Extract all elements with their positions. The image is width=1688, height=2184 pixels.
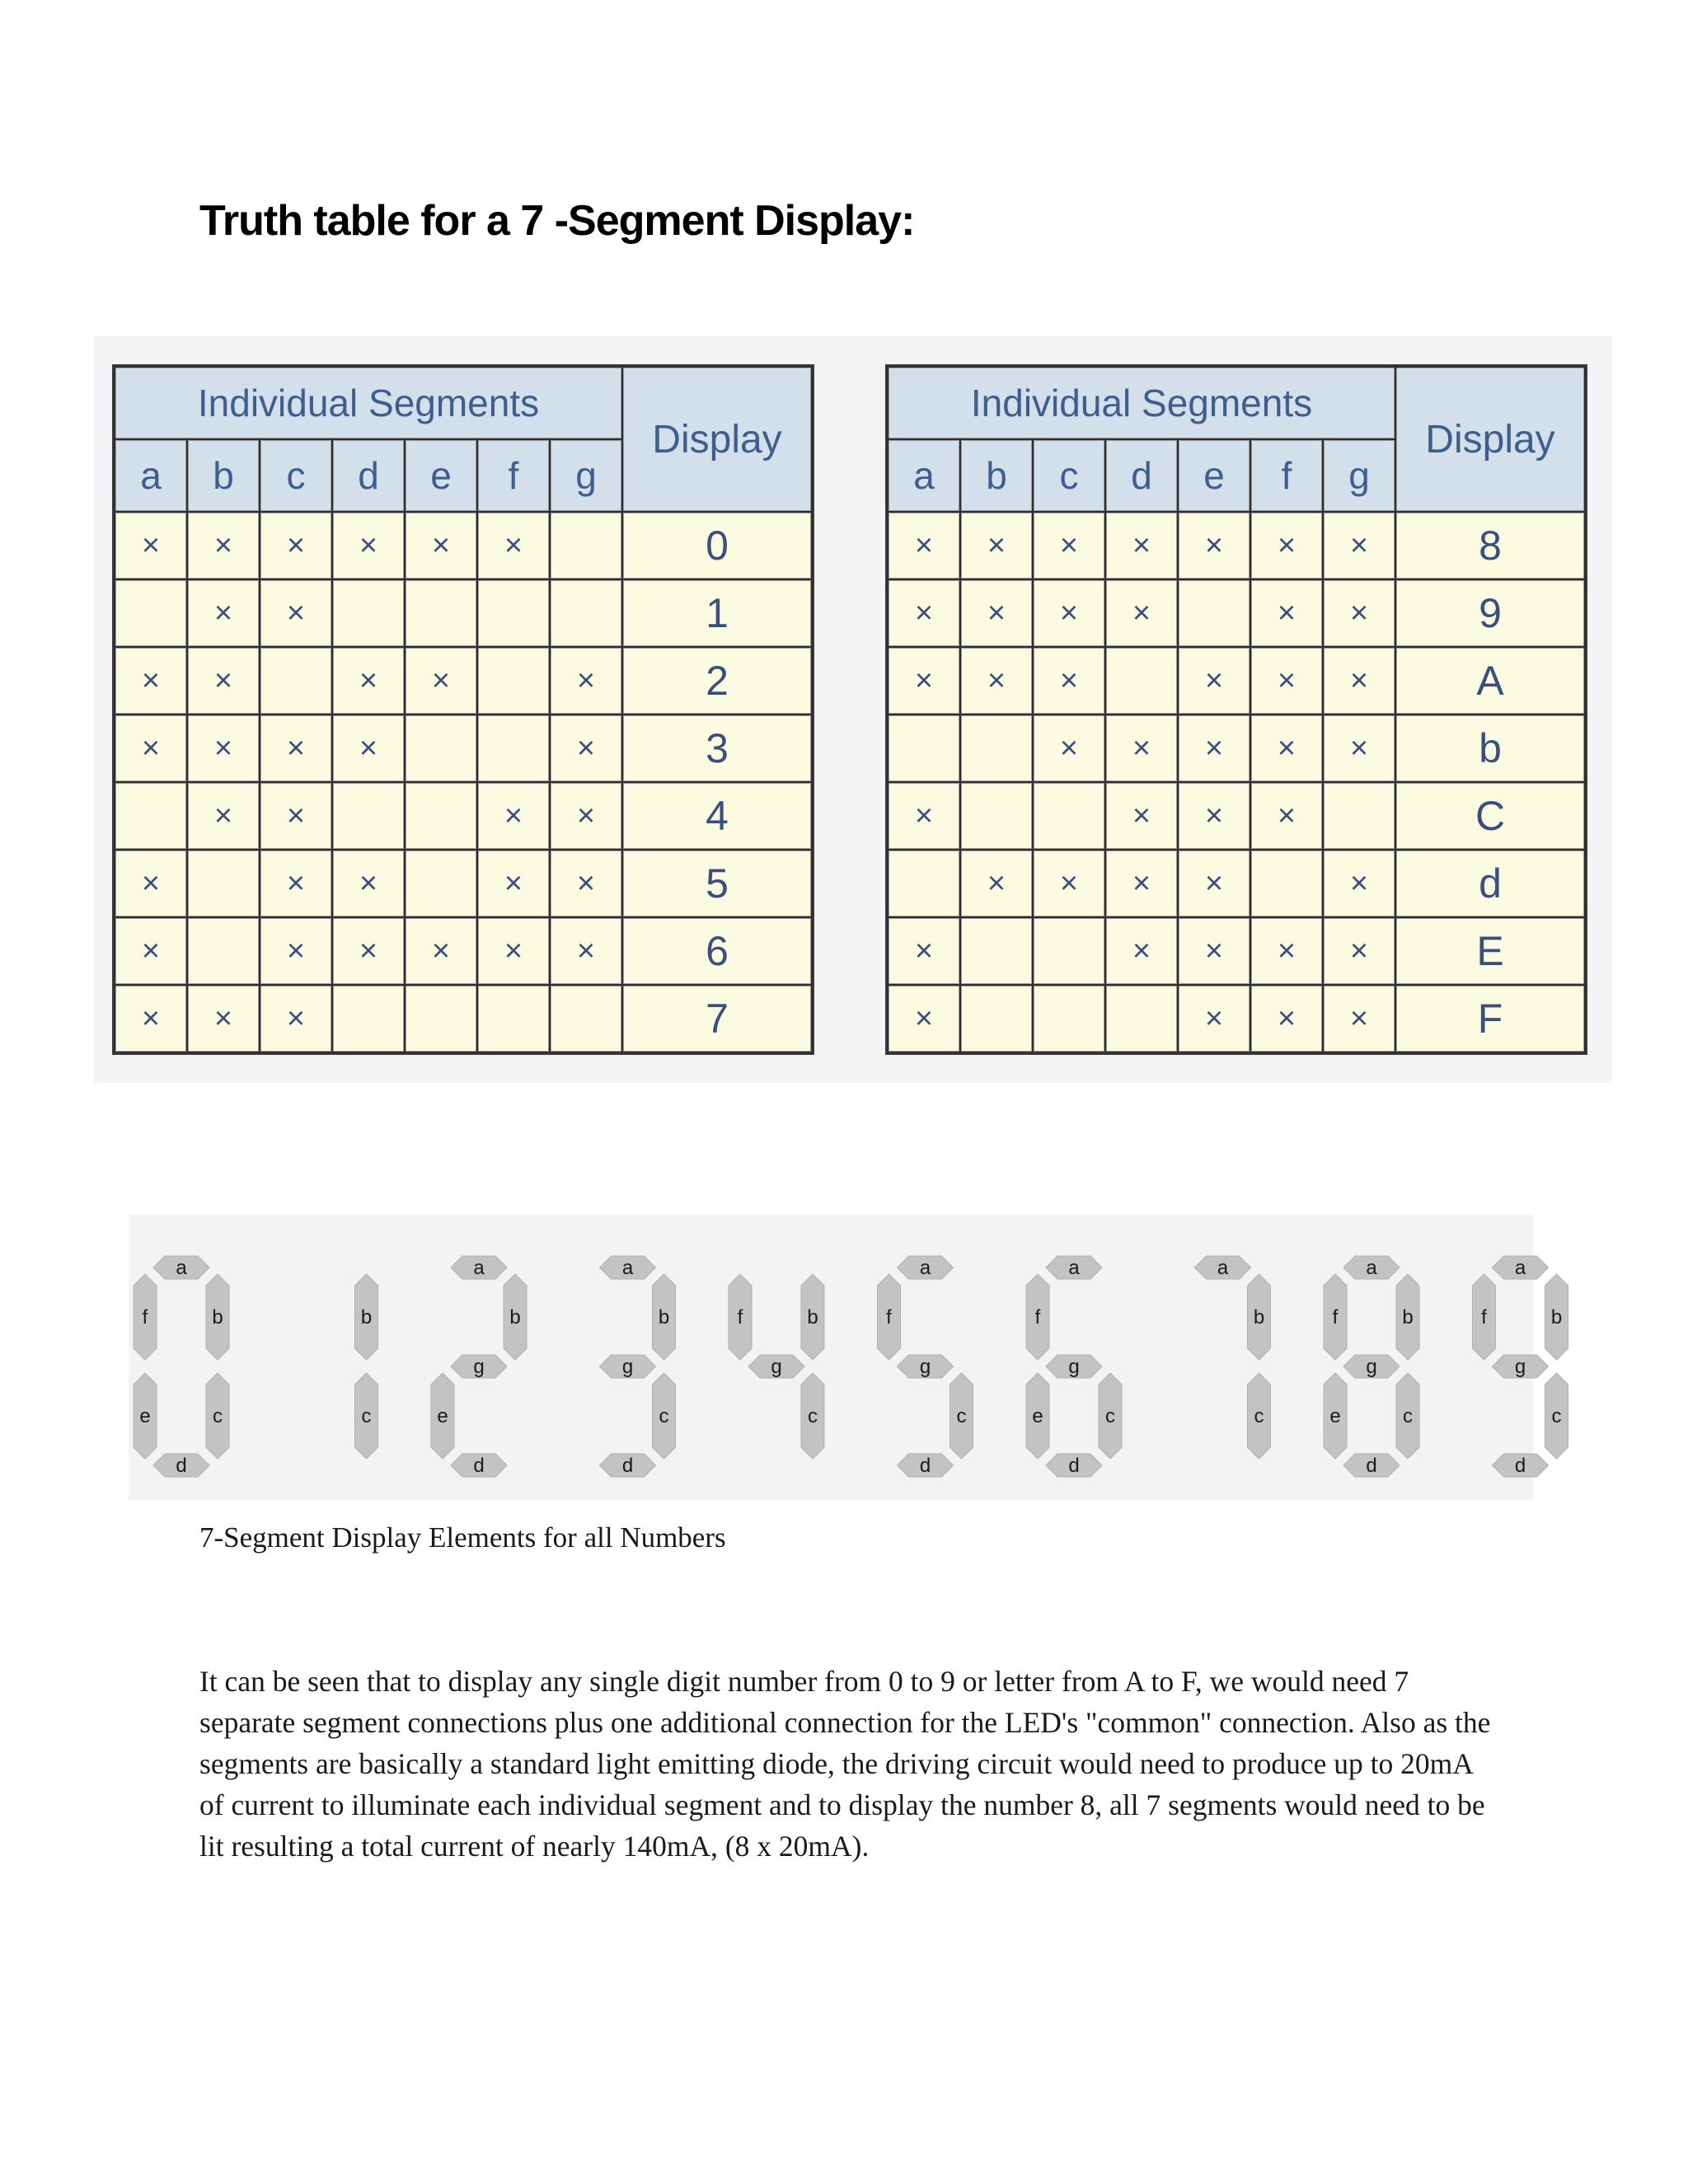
segment-label-b: b	[360, 1306, 373, 1329]
segment-cell-c: ×	[1034, 851, 1104, 916]
segment-header-c: c	[1034, 440, 1104, 511]
segment-header-a: a	[889, 440, 959, 511]
segment-cell-b: ×	[188, 715, 259, 781]
segment-cell-g: ×	[551, 783, 621, 849]
segment-cell-e: ×	[406, 513, 476, 579]
segment-cell-f: ×	[1251, 513, 1322, 579]
segment-cell-g: ×	[551, 851, 621, 916]
segment-cell-a: ×	[115, 986, 186, 1052]
table-row	[889, 986, 1584, 1052]
seven-segment-digit-1	[355, 1274, 378, 1459]
display-value: 2	[623, 648, 811, 714]
seven-segment-digit-0	[134, 1256, 229, 1477]
segment-label-e: e	[139, 1405, 151, 1427]
segment-cell-c	[1034, 986, 1104, 1052]
segment-label-d: d	[919, 1455, 931, 1477]
table-row	[889, 851, 1584, 916]
table-row	[115, 513, 811, 579]
display-value: b	[1396, 715, 1584, 781]
segment-label-d: d	[1514, 1455, 1526, 1477]
segment-label-a: a	[1514, 1257, 1526, 1279]
segment-cell-c: ×	[260, 986, 331, 1052]
seven-segment-digit-7	[1195, 1256, 1271, 1459]
segment-label-a: a	[621, 1257, 634, 1279]
segment-cell-c: ×	[260, 580, 331, 646]
seven-segment-digit-5	[878, 1256, 973, 1477]
segment-cell-d: ×	[333, 715, 404, 781]
segment-label-c: c	[213, 1405, 223, 1427]
segment-cell-c: ×	[260, 715, 331, 781]
segment-cell-a: ×	[115, 851, 186, 916]
display-value: 1	[623, 580, 811, 646]
page-title: Truth table for a 7 -Segment Display:	[199, 197, 915, 245]
segment-cell-a	[115, 783, 186, 849]
segment-cell-f: ×	[1251, 648, 1322, 714]
segment-cell-f: ×	[478, 783, 549, 849]
segment-header-e: e	[1179, 440, 1250, 511]
display-value: d	[1396, 851, 1584, 916]
segment-cell-g: ×	[551, 715, 621, 781]
segment-cell-c: ×	[1034, 513, 1104, 579]
segment-cell-b	[961, 783, 1032, 849]
segment-label-b: b	[658, 1306, 670, 1329]
body-paragraph: It can be seen that to display any single digit number from 0 to 9 or letter from A to F, we would need 7 separate segment connections plus one additional connection for the LED's "common" connection. Also as the segments are basically a standard light emitting diode, the driving circuit would need to produce up to 20mA of current to illuminate each individual segment and to display the number 8, all 7 segments would need to be lit resulting a total current of nearly 140mA, (8 x 20mA).	[199, 1665, 1491, 1863]
segment-cell-d: ×	[1106, 851, 1177, 916]
table-row	[889, 513, 1584, 579]
segment-cell-e: ×	[1179, 648, 1250, 714]
segment-label-d: d	[176, 1455, 187, 1477]
segment-cell-a: ×	[889, 986, 959, 1052]
segment-label-d: d	[621, 1455, 634, 1477]
segment-header-g: g	[551, 440, 621, 511]
segment-cell-b	[961, 986, 1032, 1052]
segment-cell-g: ×	[1324, 918, 1395, 984]
display-value: E	[1396, 918, 1584, 984]
segment-cell-g	[551, 580, 621, 646]
segment-cell-g	[551, 513, 621, 579]
segment-cell-b	[188, 851, 259, 916]
segment-cell-b: ×	[961, 648, 1032, 714]
segment-cell-e: ×	[1179, 513, 1250, 579]
segment-cell-e	[406, 580, 476, 646]
segment-cell-b	[188, 918, 259, 984]
segment-label-f: f	[886, 1306, 892, 1329]
segment-label-c: c	[1254, 1405, 1264, 1427]
individual-segments-header: Individual Segments	[115, 368, 621, 438]
segment-cell-e: ×	[1179, 851, 1250, 916]
segment-cell-c: ×	[260, 783, 331, 849]
segment-cell-g: ×	[551, 918, 621, 984]
segment-label-a: a	[1366, 1257, 1377, 1279]
segment-label-d: d	[1366, 1455, 1377, 1477]
segment-cell-b: ×	[961, 513, 1032, 579]
segment-cell-a: ×	[889, 783, 959, 849]
segment-cell-d: ×	[333, 918, 404, 984]
seven-segment-digit-6	[1026, 1256, 1122, 1477]
segment-cell-f	[478, 986, 549, 1052]
segment-cell-e: ×	[1179, 783, 1250, 849]
display-header: Display	[1396, 368, 1584, 511]
segment-cell-d	[1106, 648, 1177, 714]
segment-cell-b: ×	[188, 580, 259, 646]
segment-cell-b: ×	[961, 851, 1032, 916]
display-value: F	[1396, 986, 1584, 1052]
segment-label-e: e	[1329, 1405, 1341, 1427]
segment-cell-d: ×	[1106, 918, 1177, 984]
display-value: A	[1396, 648, 1584, 714]
table-row	[115, 783, 811, 849]
display-value: 0	[623, 513, 811, 579]
segment-label-a: a	[919, 1257, 931, 1279]
segment-cell-e	[1179, 580, 1250, 646]
segment-label-b: b	[509, 1306, 521, 1329]
segment-cell-c: ×	[260, 513, 331, 579]
segment-cell-c	[260, 648, 331, 714]
segment-cell-c: ×	[1034, 580, 1104, 646]
display-value: 8	[1396, 513, 1584, 579]
seven-segment-digit-3	[600, 1256, 676, 1477]
segment-cell-b: ×	[188, 783, 259, 849]
segment-cell-a: ×	[115, 513, 186, 579]
display-value: 9	[1396, 580, 1584, 646]
table-row	[889, 783, 1584, 849]
segment-label-f: f	[1481, 1306, 1487, 1329]
truth-tables-figure	[94, 336, 1612, 1083]
display-value: 4	[623, 783, 811, 849]
segment-cell-a	[889, 715, 959, 781]
segment-cell-f: ×	[478, 513, 549, 579]
segment-cell-d	[333, 783, 404, 849]
truth-table-0-to-7	[112, 364, 814, 1055]
segment-label-a: a	[1217, 1257, 1229, 1279]
segment-cell-a: ×	[889, 918, 959, 984]
segment-cell-d	[333, 580, 404, 646]
segment-label-c: c	[361, 1405, 372, 1427]
segment-label-g: g	[1068, 1356, 1080, 1378]
segment-label-b: b	[1550, 1306, 1563, 1329]
segment-cell-e	[406, 851, 476, 916]
segment-cell-f	[478, 580, 549, 646]
segment-cell-d	[1106, 986, 1177, 1052]
segment-label-f: f	[737, 1306, 743, 1329]
segment-cell-b	[961, 918, 1032, 984]
segment-cell-e	[406, 783, 476, 849]
seven-segment-digit-4	[729, 1274, 824, 1459]
segment-label-g: g	[1366, 1356, 1377, 1378]
table-row	[115, 918, 811, 984]
segment-label-g: g	[473, 1356, 485, 1378]
segment-cell-c: ×	[1034, 715, 1104, 781]
segment-cell-g	[1324, 783, 1395, 849]
segment-label-b: b	[807, 1306, 818, 1329]
segment-cell-f: ×	[1251, 783, 1322, 849]
segment-label-a: a	[176, 1257, 187, 1279]
segment-cell-g: ×	[1324, 580, 1395, 646]
segment-label-d: d	[473, 1455, 485, 1477]
table-row	[889, 715, 1584, 781]
segment-cell-b: ×	[961, 580, 1032, 646]
segment-label-c: c	[1551, 1405, 1562, 1427]
table-row	[889, 648, 1584, 714]
segment-cell-f: ×	[1251, 918, 1322, 984]
segment-label-c: c	[808, 1405, 818, 1427]
segment-cell-a	[115, 580, 186, 646]
seven-segment-digits-figure	[129, 1215, 1563, 1500]
table-row	[889, 918, 1584, 984]
segment-cell-d: ×	[1106, 513, 1177, 579]
segment-cell-g: ×	[551, 648, 621, 714]
display-header: Display	[623, 368, 811, 511]
segment-cell-a	[889, 851, 959, 916]
segment-cell-g: ×	[1324, 986, 1395, 1052]
segment-label-g: g	[771, 1356, 782, 1378]
segment-label-e: e	[437, 1405, 448, 1427]
segment-cell-d: ×	[1106, 715, 1177, 781]
segment-cell-f: ×	[1251, 580, 1322, 646]
segment-label-e: e	[1032, 1405, 1043, 1427]
segment-label-c: c	[1105, 1405, 1115, 1427]
segment-header-d: d	[333, 440, 404, 511]
segment-cell-b: ×	[188, 648, 259, 714]
segment-header-f: f	[478, 440, 549, 511]
segment-cell-f	[478, 648, 549, 714]
segment-label-b: b	[212, 1306, 223, 1329]
segment-header-g: g	[1324, 440, 1395, 511]
segment-cell-f: ×	[478, 918, 549, 984]
segment-cell-d: ×	[333, 513, 404, 579]
segment-cell-f: ×	[1251, 715, 1322, 781]
display-value: 5	[623, 851, 811, 916]
segment-label-b: b	[1402, 1306, 1414, 1329]
seven-segment-digit-9	[1473, 1256, 1568, 1477]
segment-cell-a: ×	[115, 715, 186, 781]
segment-cell-c	[1034, 918, 1104, 984]
segment-cell-c: ×	[1034, 648, 1104, 714]
table-row	[115, 986, 811, 1052]
segment-label-f: f	[142, 1306, 148, 1329]
table-row	[115, 580, 811, 646]
segment-cell-a: ×	[115, 648, 186, 714]
segment-header-d: d	[1106, 440, 1177, 511]
segment-cell-e: ×	[406, 648, 476, 714]
segment-cell-f: ×	[478, 851, 549, 916]
segment-cell-e	[406, 986, 476, 1052]
segment-label-f: f	[1332, 1306, 1339, 1329]
segment-label-b: b	[1253, 1306, 1265, 1329]
table-row	[115, 851, 811, 916]
segment-cell-c: ×	[260, 918, 331, 984]
figure-caption: 7-Segment Display Elements for all Numbers	[199, 1521, 726, 1554]
segment-label-a: a	[473, 1257, 485, 1279]
segment-cell-f	[478, 715, 549, 781]
segment-header-b: b	[961, 440, 1032, 511]
segment-cell-e: ×	[1179, 918, 1250, 984]
segment-cell-b	[961, 715, 1032, 781]
segment-cell-d: ×	[333, 851, 404, 916]
segment-cell-a: ×	[889, 648, 959, 714]
segment-label-f: f	[1034, 1306, 1041, 1329]
segment-cell-e: ×	[1179, 715, 1250, 781]
segment-cell-d: ×	[1106, 580, 1177, 646]
table-row	[115, 715, 811, 781]
seven-segment-digit-8	[1324, 1256, 1419, 1477]
segment-cell-b: ×	[188, 986, 259, 1052]
segment-label-c: c	[659, 1405, 669, 1427]
segment-cell-f	[1251, 851, 1322, 916]
segment-header-f: f	[1251, 440, 1322, 511]
table-row	[889, 580, 1584, 646]
segment-cell-d: ×	[333, 648, 404, 714]
segment-cell-c	[1034, 783, 1104, 849]
segment-cell-b: ×	[188, 513, 259, 579]
segment-label-g: g	[1514, 1356, 1526, 1378]
segment-label-c: c	[1403, 1405, 1413, 1427]
segment-cell-g	[551, 986, 621, 1052]
display-value: 3	[623, 715, 811, 781]
segment-label-g: g	[919, 1356, 931, 1378]
segment-cell-e: ×	[406, 918, 476, 984]
segment-cell-e	[406, 715, 476, 781]
segment-label-d: d	[1068, 1455, 1080, 1477]
segment-cell-c: ×	[260, 851, 331, 916]
segment-cell-a: ×	[115, 918, 186, 984]
table-row	[115, 648, 811, 714]
segment-header-b: b	[188, 440, 259, 511]
segment-cell-g: ×	[1324, 715, 1395, 781]
seven-segment-digit-2	[431, 1256, 527, 1477]
segment-label-c: c	[956, 1405, 967, 1427]
display-value: 7	[623, 986, 811, 1052]
segment-header-c: c	[260, 440, 331, 511]
truth-table-8-to-F	[885, 364, 1587, 1055]
display-value: C	[1396, 783, 1584, 849]
segment-header-e: e	[406, 440, 476, 511]
segment-cell-g: ×	[1324, 648, 1395, 714]
segment-cell-d: ×	[1106, 783, 1177, 849]
individual-segments-header: Individual Segments	[889, 368, 1395, 438]
segment-label-g: g	[621, 1356, 634, 1378]
segment-cell-a: ×	[889, 580, 959, 646]
segment-cell-a: ×	[889, 513, 959, 579]
segment-cell-g: ×	[1324, 513, 1395, 579]
digits-svg	[129, 1215, 1563, 1500]
segment-cell-g: ×	[1324, 851, 1395, 916]
segment-label-a: a	[1068, 1257, 1080, 1279]
display-value: 6	[623, 918, 811, 984]
segment-cell-d	[333, 986, 404, 1052]
segment-header-a: a	[115, 440, 186, 511]
segment-cell-f: ×	[1251, 986, 1322, 1052]
segment-cell-e: ×	[1179, 986, 1250, 1052]
